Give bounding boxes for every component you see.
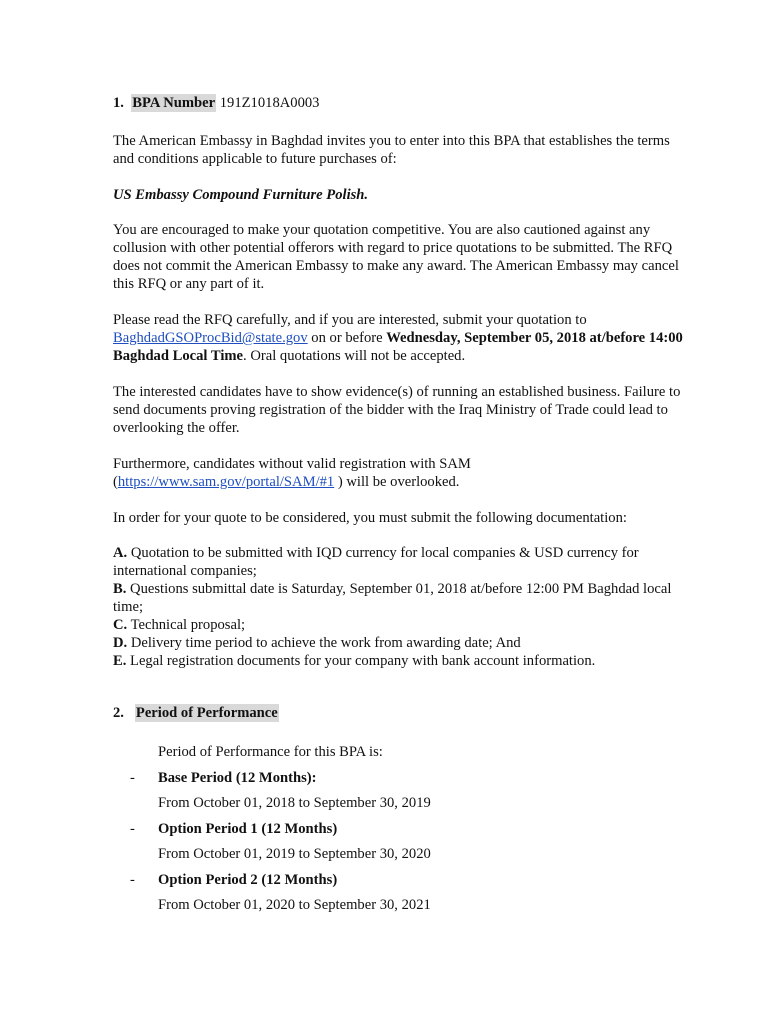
period-title-2: Option Period 1 (12 Months) xyxy=(158,821,338,837)
sam-paragraph xyxy=(113,455,683,491)
docs-intro: In order for your quote to be considered, you must submit the following documentation: xyxy=(113,510,627,526)
encouraged-paragraph: You are encouraged to make your quotation competitive. You are also cautioned against any collusion with other potential offerors with regard to price quotations to be submitted. The RFQ does not commit the American Embassy to make any award. The American Embassy may cancel this RFQ or any part of it. xyxy=(113,222,679,292)
evidence-paragraph: The interested candidates have to show evidence(s) of running an established business. Failure to send documents proving registration of the bidder with the Iraq Ministry of Trade could lead to overlooking the offer. xyxy=(113,384,681,436)
docs-item-e: E. Legal registration documents for your company with bank account information. xyxy=(113,653,596,669)
period-intro: Period of Performance for this BPA is: xyxy=(158,744,383,760)
docs-item-a: A. Quotation to be submitted with IQD currency for local companies & USD currency for international companies; xyxy=(113,545,639,579)
period-range-1: From October 01, 2018 to September 30, 2019 xyxy=(158,795,431,811)
section-2-heading xyxy=(113,704,683,722)
deadline-text: Wednesday, September 05, 2018 at/before 14:00 Baghdad Local Time xyxy=(113,330,683,364)
period-range-3: From October 01, 2020 to September 30, 2021 xyxy=(158,897,431,913)
docs-list xyxy=(113,544,683,670)
section-1-heading xyxy=(113,94,683,112)
submit-pre: Please read the RFQ carefully, and if you are interested, submit your quotation to xyxy=(113,312,587,328)
submit-mid: on or before xyxy=(307,330,387,346)
sam-link[interactable]: https://www.sam.gov/portal/SAM/#1 xyxy=(117,474,335,490)
section-1-number: 1. xyxy=(113,95,124,111)
submit-post: . Oral quotations will not be accepted. xyxy=(243,348,466,364)
period-title-1: Base Period (12 Months): xyxy=(158,770,317,786)
period-dash-3: - xyxy=(130,872,135,888)
email-link[interactable]: BaghdadGSOProcBid@state.gov xyxy=(113,330,308,346)
period-dash-1: - xyxy=(130,770,135,786)
period-range-2: From October 01, 2019 to September 30, 2020 xyxy=(158,846,431,862)
period-heading-label: Period of Performance xyxy=(135,705,278,721)
intro-paragraph: The American Embassy in Baghdad invites you to enter into this BPA that establishes the terms and conditions applicable to future purchases of: xyxy=(113,133,670,167)
bpa-number-value: 191Z1018A0003 xyxy=(216,95,320,111)
docs-item-d: D. Delivery time period to achieve the work from awarding date; And xyxy=(113,635,521,651)
sam-pre: Furthermore, candidates without valid registration with SAM ( xyxy=(113,456,471,490)
period-dash-2: - xyxy=(130,821,135,837)
submit-paragraph xyxy=(113,311,683,365)
bpa-number-label: BPA Number xyxy=(132,95,216,111)
period-title-3: Option Period 2 (12 Months) xyxy=(158,872,338,888)
subject-line xyxy=(113,186,683,204)
docs-item-c: C. Technical proposal; xyxy=(113,617,246,633)
subject-text: US Embassy Compound Furniture Polish. xyxy=(113,187,369,203)
docs-item-b: B. Questions submittal date is Saturday, September 01, 2018 at/before 12:00 PM Baghdad local time; xyxy=(113,581,672,615)
section-2-number: 2. xyxy=(113,705,124,721)
sam-post: ) will be overlooked. xyxy=(334,474,460,490)
